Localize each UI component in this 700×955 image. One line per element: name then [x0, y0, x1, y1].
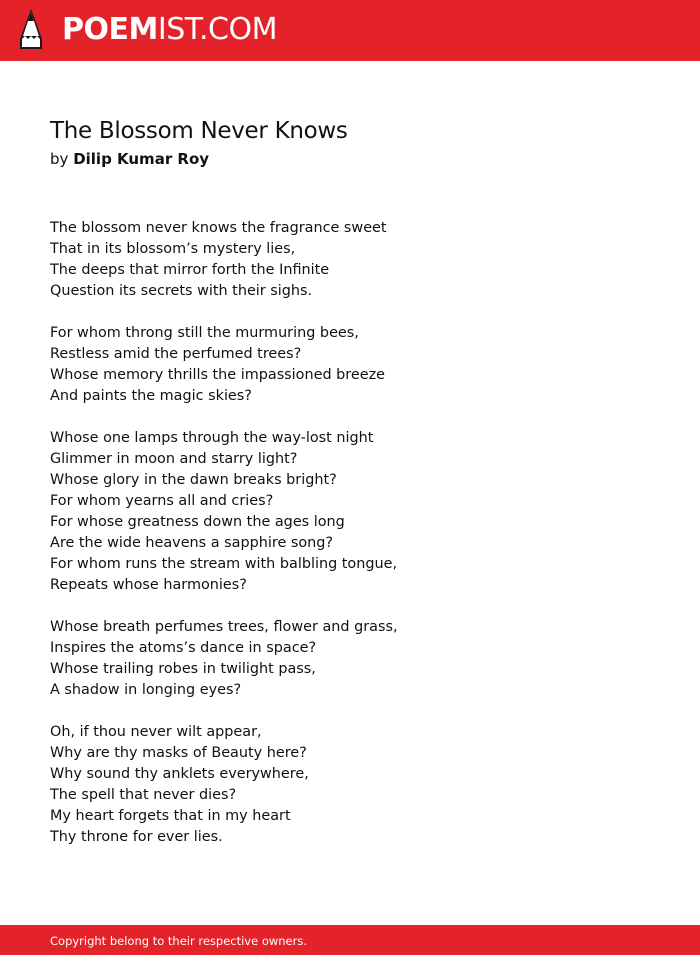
logo-bold-text: POEM	[62, 12, 158, 47]
poem-title: The Blossom Never Knows	[50, 118, 348, 144]
poem-line: For whom runs the stream with balbling tongue,	[50, 556, 398, 572]
poem-line: For whom throng still the murmuring bees,	[50, 325, 359, 341]
poem-body	[50, 218, 650, 869]
poem-line: Whose breath perfumes trees, flower and grass,	[50, 619, 398, 635]
poem-line: Question its secrets with their sighs.	[50, 283, 313, 299]
site-logo[interactable]	[62, 12, 277, 48]
copyright-text: Copyright belong to their respective owners.	[50, 934, 308, 948]
by-label: by	[50, 150, 69, 168]
site-footer	[0, 925, 700, 955]
poem-stanza	[50, 722, 650, 848]
poem-line: Whose one lamps through the way-lost night	[50, 430, 374, 446]
poem-line: Whose glory in the dawn breaks bright?	[50, 472, 337, 488]
poem-line: And paints the magic skies?	[50, 388, 252, 404]
poem-line: Whose memory thrills the impassioned breeze	[50, 367, 386, 383]
poem-stanza	[50, 617, 650, 701]
byline	[50, 148, 209, 170]
poem-line: Thy throne for ever lies.	[50, 829, 223, 845]
poem-line: For whom yearns all and cries?	[50, 493, 274, 509]
poem-stanza	[50, 428, 650, 596]
poem-line: The deeps that mirror forth the Infinite	[50, 262, 330, 278]
poem-line: Are the wide heavens a sapphire song?	[50, 535, 334, 551]
poem-stanza	[50, 323, 650, 407]
poem-line: That in its blossom’s mystery lies,	[50, 241, 296, 257]
poem-line: A shadow in longing eyes?	[50, 682, 242, 698]
poem-line: Repeats whose harmonies?	[50, 577, 247, 593]
poem-line: The blossom never knows the fragrance sweet	[50, 220, 387, 236]
poem-line: Restless amid the perfumed trees?	[50, 346, 302, 362]
poem-line: Whose trailing robes in twilight pass,	[50, 661, 316, 677]
logo-light-text: IST.COM	[157, 12, 277, 47]
poem-stanza	[50, 218, 650, 302]
pencil-tip-icon[interactable]	[17, 9, 45, 51]
site-header	[0, 0, 700, 61]
poem-line: Inspires the atoms’s dance in space?	[50, 640, 317, 656]
poem-line: Oh, if thou never wilt appear,	[50, 724, 262, 740]
poem-line: For whose greatness down the ages long	[50, 514, 345, 530]
poem-line: Why sound thy anklets everywhere,	[50, 766, 309, 782]
poem-line: Why are thy masks of Beauty here?	[50, 745, 307, 761]
author-name: Dilip Kumar Roy	[73, 150, 210, 168]
poem-line: My heart forgets that in my heart	[50, 808, 291, 824]
poem-line: Glimmer in moon and starry light?	[50, 451, 298, 467]
poem-line: The spell that never dies?	[50, 787, 237, 803]
